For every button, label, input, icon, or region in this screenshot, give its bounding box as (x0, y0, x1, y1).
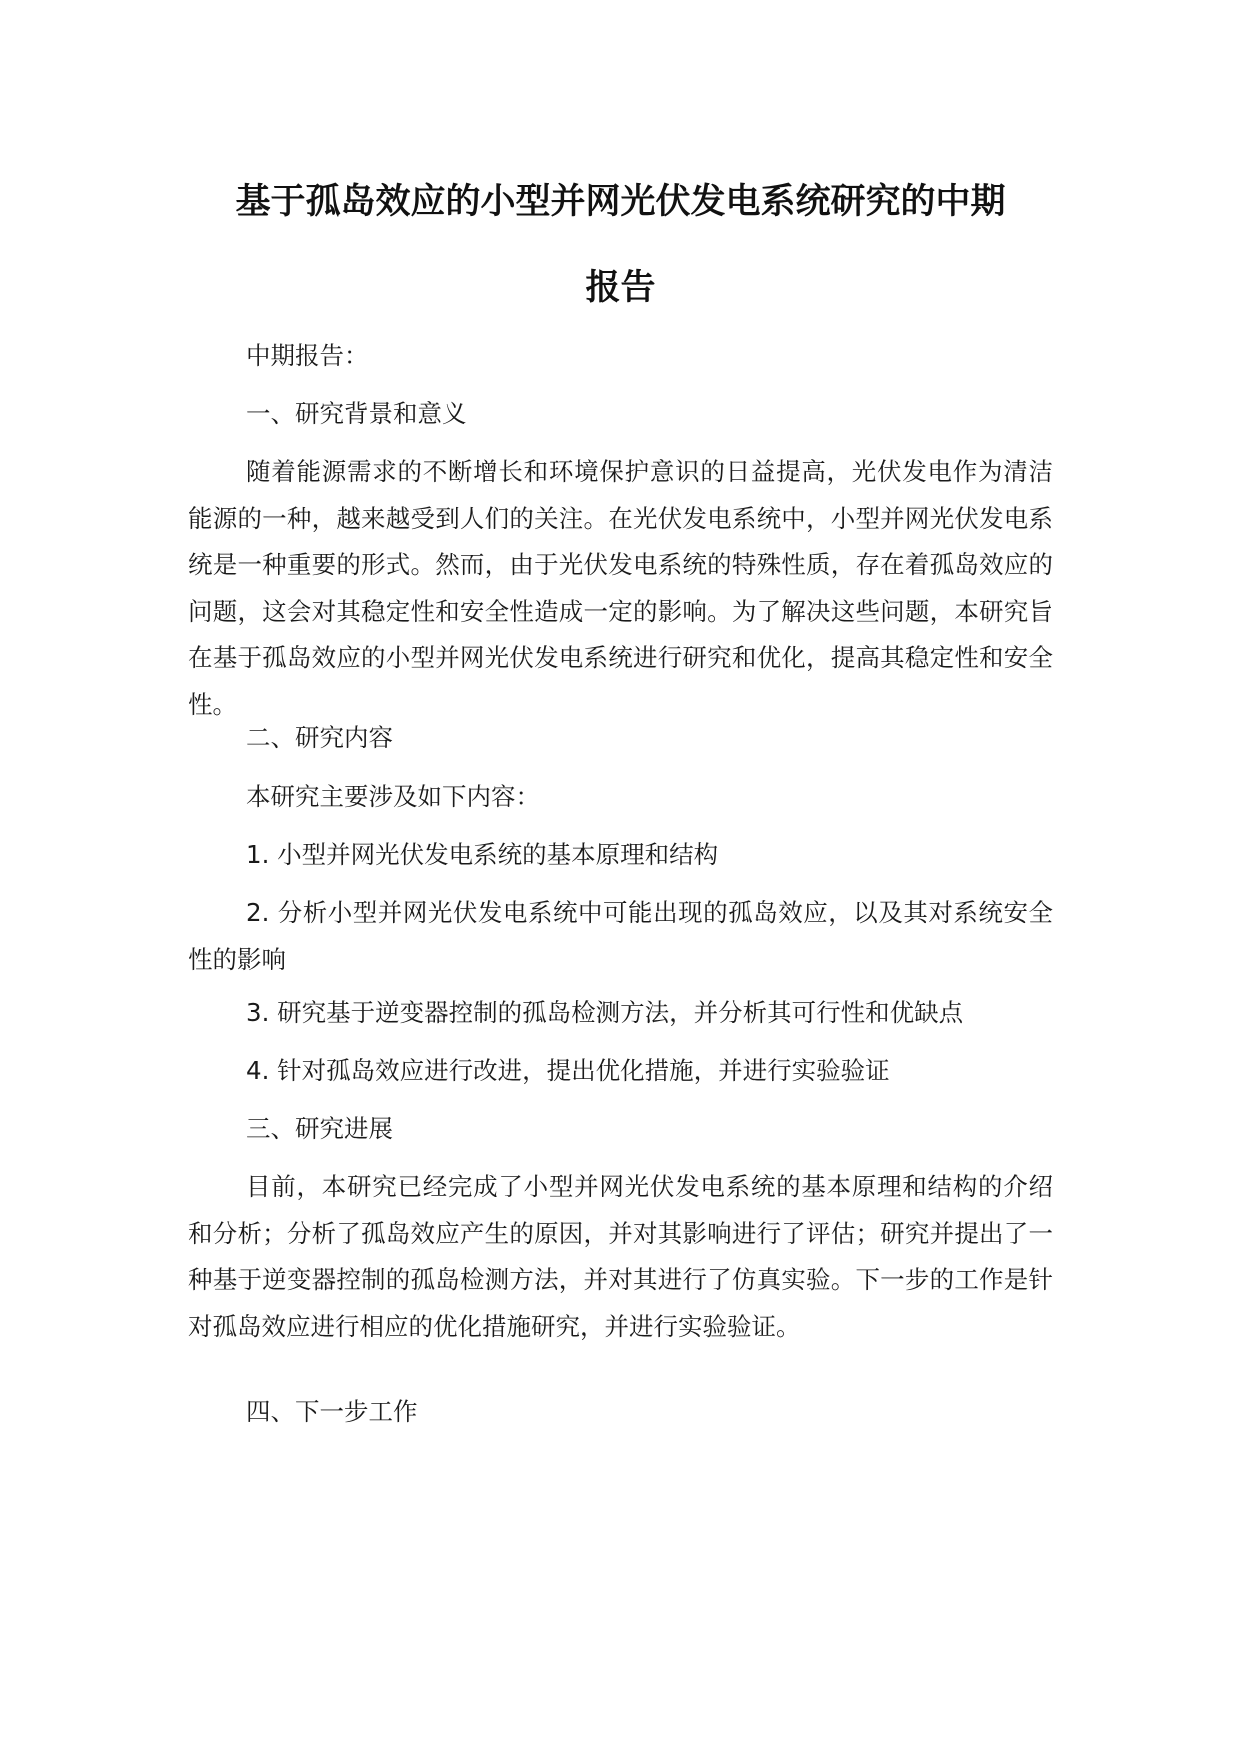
section-2-heading: 二、研究内容 (246, 723, 393, 752)
section-1-heading: 一、研究背景和意义 (246, 399, 467, 428)
section-3-heading: 三、研究进展 (246, 1114, 393, 1143)
intro-label: 中期报告： (246, 341, 369, 370)
section-2-item-2: 2. 分析小型并网光伏发电系统中可能出现的孤岛效应，以及其对系统安全性的影响 (188, 898, 1053, 974)
section-2-item-4: 4. 针对孤岛效应进行改进，提出优化措施，并进行实验验证 (246, 1056, 890, 1085)
section-2-intro: 本研究主要涉及如下内容： (246, 782, 540, 811)
section-3-paragraph: 目前，本研究已经完成了小型并网光伏发电系统的基本原理和结构的介绍和分析；分析了孤岛效应产生的原因，并对其影响进行了评估；研究并提出了一种基于逆变器控制的孤岛检测方法，并对其进行了仿真实验。下一步的工作是针对孤岛效应进行相应的优化措施研究，并进行实验验证。 (188, 1172, 1053, 1341)
section-4-heading: 四、下一步工作 (246, 1397, 418, 1426)
document-title-line-2: 报告 (585, 268, 656, 308)
section-2-item-3: 3. 研究基于逆变器控制的孤岛检测方法，并分析其可行性和优缺点 (246, 998, 964, 1027)
document-title-line-1: 基于孤岛效应的小型并网光伏发电系统研究的中期 (235, 182, 1006, 222)
section-1-paragraph: 随着能源需求的不断增长和环境保护意识的日益提高，光伏发电作为清洁能源的一种，越来越受到人们的关注。在光伏发电系统中，小型并网光伏发电系统是一种重要的形式。然而，由于光伏发电系统的特殊性质，存在着孤岛效应的问题，这会对其稳定性和安全性造成一定的影响。为了解决这些问题，本研究旨在基于孤岛效应的小型并网光伏发电系统进行研究和优化，提高其稳定性和安全性。 (188, 457, 1053, 719)
section-2-item-1: 1. 小型并网光伏发电系统的基本原理和结构 (246, 840, 719, 869)
